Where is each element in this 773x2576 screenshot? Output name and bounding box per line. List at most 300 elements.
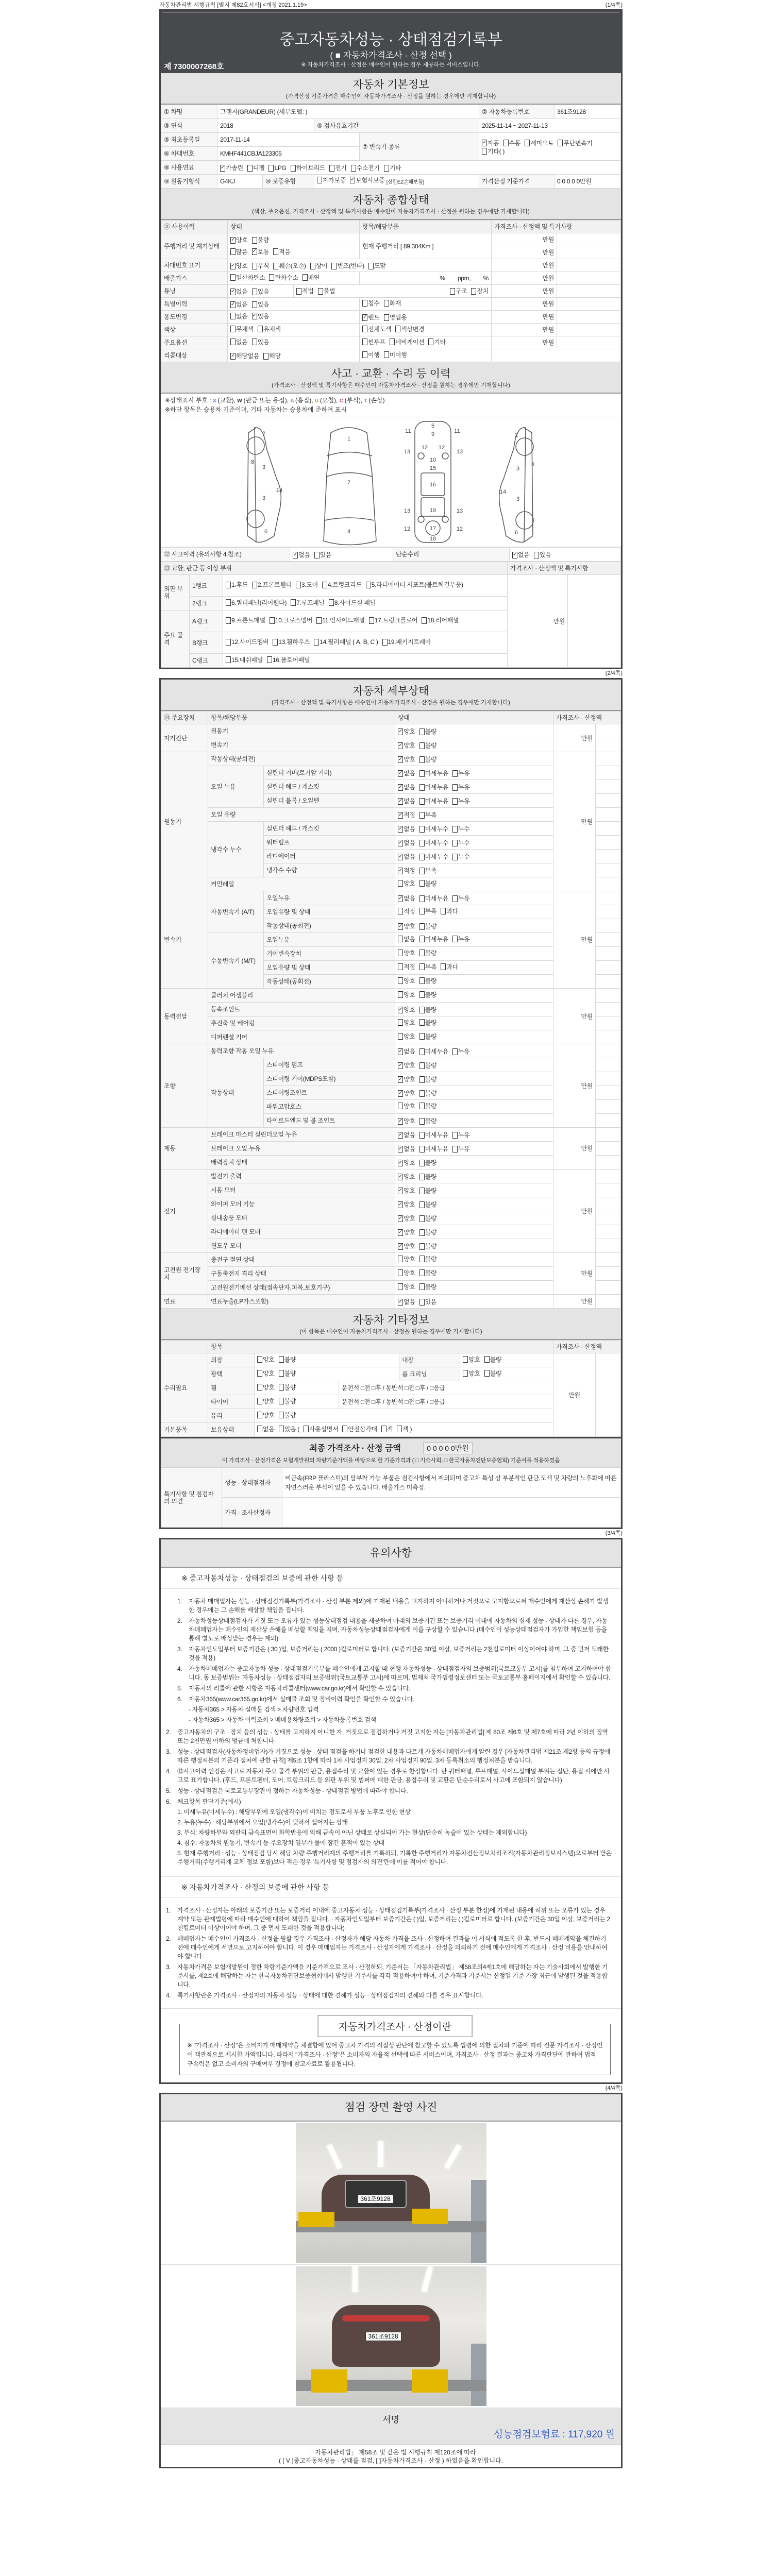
detail-state [395,822,553,836]
price-note [596,1044,621,1058]
state-options [398,1298,436,1306]
detail-state [395,836,553,850]
car-top-view-line [325,518,374,520]
checkbox-option [484,1370,502,1377]
empty-box-icon [503,140,509,146]
checkbox-label: 없음 [404,935,415,943]
car-rear [332,2305,440,2367]
checkbox-option [419,880,437,887]
price-note [596,766,621,780]
checkbox-option [428,338,446,346]
empty-box-icon [452,936,458,942]
checkbox-option [452,825,470,833]
checkbox-label: 9.프론트패널 [231,617,265,624]
checkbox-option [398,936,415,943]
checkbox-label: 누유 [458,895,470,903]
checkbox-label: 불량 [284,1411,296,1419]
checkbox-label: 양호 [404,1229,415,1236]
price-note [557,233,621,246]
note-text: 체크항목 판단기준(예시) 1. 미세누유(미세누수) : 해당부위에 오일(냉각수)이 비치는 정도로서 부품 노후로 인한 현상 2. 누유(누수) : 해당부위에서 오일(냉각수)이 맺혀서 떨어지는 상태 3. 부식: 차량하부와 외판의 금속표면이 화학반응에 의해 금속이 아닌 상태로 상실되어 가는 현상(단순히 녹슬어 있는 상태는 제외합니다) 4. 침수: 자동차의 원동기, 변속기 등 주요장치 일부가 물에 잠긴 흔적이 있는 상태 5. 현재 주행거리 : 성능 · 상태점검 당시 해당 차량 주행거리계의 주행거리를 기록하되, 기록한 주행거리가 자동차전산정보처리조직(자동차관리정보시스템)으로부터 받은 주행거리(주행거리계 교체 정보 포함)보다 적은 경우 '특기사항 및 점검자의 의견'란에 이를 적어야 합니다. [177,1798,612,1866]
checkbox-label: 양호 [404,1255,415,1263]
price-unit: 만원 [492,311,557,324]
checkbox-option [398,728,415,735]
empty-box-icon [279,1370,284,1377]
checkbox-option [419,1131,448,1139]
checkbox-option [350,177,384,184]
checkbox-label: 미세누유 [425,935,448,943]
checkbox-option [257,1426,275,1433]
checkbox-option [398,784,415,791]
detail-state [395,919,553,933]
price-note [596,1225,621,1239]
mileage-level-options [230,248,291,256]
checkbox-option [230,288,248,295]
car-top-view-line [327,473,372,477]
accident-history-options [293,551,331,558]
empty-box-icon [452,798,458,805]
state-options [398,880,436,887]
glass [255,1409,553,1423]
state-options [398,977,436,985]
parts-table [161,562,621,668]
interior [460,1353,553,1367]
checkbox-option [398,1187,415,1194]
empty-box-icon [419,936,425,942]
empty-box-icon [398,1283,403,1290]
note-text: 가격조사 · 산정자는 아래의 보증기간 또는 보증거리 이내에 중고자동차 성능 · 상태점검기록부(가격조사 · 산정 부분 한정)에 기재된 내용에 허위 또는 오류가 있는 경우 계약 또는 관계법령에 따라 매수인에 대하여 책임을 집니다. · 자동차인도일부터 보증기간은 ( )일, 보증거리는 ( )킬로미터로 합니다. (보증기간은 30일 이상, 보증거리는 2천킬로미터 이상이어야 하며, 그 중 먼저 도래한 것을 적용합니다) [177,1907,610,1931]
checkbox-label: 색상변경 [401,325,425,333]
car-part-diagram [161,417,621,547]
checkbox-option [351,164,380,172]
checkbox-option [263,352,281,360]
price-note [596,1281,621,1295]
part-number-label: 17 [429,526,436,532]
empty-box-icon [230,248,236,255]
empty-box-icon [362,351,367,358]
empty-box-icon [279,1426,284,1432]
detail-row [161,1003,621,1016]
checked-box-icon: ✓ [482,140,487,146]
empty-box-icon [314,552,320,558]
empty-box-icon [269,274,274,281]
empty-box-icon [419,1007,425,1013]
interior-label: 내장 [399,1353,460,1367]
checkbox-option [484,1356,502,1363]
note-text: 자동차 매매업자는 성능 · 상태점검기록부(가격조사 · 산정 부분 제외)에 기재된 내용을 고지하지 아니하거나 거짓으로 고지함으로써 매수인에게 재산상 손해가 발생한 경우에는 그 손해를 배상할 책임을 집니다. [189,1598,609,1614]
special-history [228,298,360,311]
empty-box-icon [331,263,337,269]
tuning-legal-options [296,287,335,295]
color-item-options [362,326,424,333]
checkbox-label: 적정 [404,907,415,915]
checkbox-label: 미세누유 [425,895,448,903]
checkbox-label: 불량 [425,1187,437,1195]
checkbox-option [362,300,380,307]
state-options [398,1033,436,1040]
signature-band [161,2408,621,2445]
part-number-label: 6 [264,529,268,535]
checkbox-label: 과다 [446,907,458,915]
title-banner [161,10,621,73]
mileage-label: 주행거리 및 계기상태 [161,233,228,259]
empty-box-icon [310,263,315,269]
simple-repair [510,548,621,562]
price-note [596,1197,621,1211]
detail-item: 파워고압호스 [264,1100,395,1114]
checkbox-option [257,1370,275,1377]
price-note [596,1142,621,1156]
price-unit: 만원 [553,1044,596,1128]
empty-box-icon [419,770,425,777]
price-note [596,1183,621,1197]
checkbox-label: 없음 [404,853,415,861]
part-number-label: 12 [421,445,428,451]
checked-box-icon: ✓ [398,1215,403,1221]
price-note [568,575,621,668]
part-options [226,599,376,606]
detail-item: 라디에이터 팬 모터 [208,1225,395,1239]
checked-box-icon: ✓ [398,1090,403,1096]
price-unit: 만원 [492,272,557,285]
checkbox-option [452,1145,470,1153]
detail-item: 라디에이터 [264,850,395,863]
checkbox-option [329,599,376,606]
note-number: 1. [166,1907,171,1914]
checkbox-option [398,1048,415,1055]
price-unit: 만원 [553,1353,596,1437]
empty-box-icon [257,1370,262,1377]
form-header [159,0,623,9]
checkbox-option [362,314,380,321]
checkbox-option [230,301,248,308]
checkbox-option [419,798,448,805]
state-options [398,1048,469,1055]
part-number-label: 13 [456,449,463,455]
detail-item: 오일유량 및 상태 [264,905,395,919]
detail-item: 오일 유량 [208,808,395,822]
checkbox-option [398,1019,415,1026]
checkbox-option [230,326,254,333]
price-note [596,1267,621,1281]
note-item [166,1728,612,1745]
checkbox-option [398,1229,415,1236]
price-note [596,975,621,989]
col-price: 가격조사 · 산정액 [553,1341,621,1353]
room-cleaning-options [463,1370,501,1377]
checkbox-label: 있음 [539,551,551,559]
checkbox-option [257,1384,275,1391]
checkbox-label: 침수 [368,299,380,307]
col-item: 항목/해당부품 [208,711,395,724]
checkbox-label: 구조 [455,287,467,295]
checkbox-label: 양호 [404,923,415,930]
detail-state [395,1100,553,1114]
price-note [557,285,621,298]
checkbox-label: 없음 [404,770,415,777]
checkbox-label: 없음 [263,1425,275,1433]
empty-box-icon [484,1370,490,1377]
checked-box-icon: ✓ [513,551,517,557]
checkbox-label: 양호 [404,1076,415,1083]
empty-box-icon [419,1090,425,1097]
note-number: 3. [177,1646,182,1653]
checkbox-option [279,1398,296,1405]
empty-box-icon [450,288,455,295]
checked-box-icon: ✓ [398,825,403,832]
notes-section-1 [161,1589,621,1876]
special-history-options [230,301,269,308]
checkbox-option [279,1370,296,1377]
checkbox-label: 적정 [404,811,415,819]
empty-box-icon [419,826,425,833]
checkbox-label: 없음 [404,895,415,903]
checked-box-icon: ✓ [350,177,355,183]
checkbox-label: 양호 [404,879,415,887]
main-options [230,338,269,346]
checkbox-label: 부족 [425,963,437,971]
state-options [398,1201,436,1208]
checkbox-label: 없음 [404,1131,415,1139]
col-price: 가격조사 · 산정액 [553,711,621,724]
note-item [177,1617,612,1643]
checkbox-label: 불량 [284,1369,296,1377]
section-subtitle: (이 항목은 매수인이 자동차가격조사 · 산정을 원하는 경우에만 기재합니다) [299,1329,482,1335]
empty-box-icon [267,656,272,663]
checkbox-option [362,326,391,333]
detail-state [395,1044,553,1058]
checkbox-option [398,1131,415,1139]
detail-item: 동력조향 작동 오일 누유 [208,1044,395,1058]
empty-box-icon [268,165,274,172]
state-options [398,923,436,930]
empty-box-icon [398,963,403,970]
detail-state [395,808,553,822]
empty-box-icon [279,1356,284,1363]
checkbox-label: 13.휠하우스 [278,638,310,646]
checkbox-option [419,1269,437,1277]
state-options [398,867,436,874]
part-number-label: 8 [531,462,535,468]
detail-state [395,1058,553,1072]
checkbox-option [441,908,458,915]
checkbox-label: 없음 [404,1048,415,1056]
price-unit: 만원 [553,1128,596,1170]
state-options [398,908,458,915]
state-options [398,1187,436,1194]
state-options [398,853,469,860]
recall-items [360,349,492,362]
checkbox-label: LPG [274,164,287,172]
transmission-cell [479,133,621,161]
note-number: 6. [177,1696,182,1703]
state-options [398,770,469,777]
detail-row [161,1044,621,1058]
detail-state [395,947,553,961]
detail-item: 작동상태(공회전) [264,975,395,989]
inspection-photo-front [161,2122,621,2265]
checkbox-label: 영업용 [389,314,407,321]
note-item [166,1935,612,1961]
empty-box-icon [291,599,296,606]
part-number-label: 13 [404,508,411,514]
empty-box-icon [525,140,530,146]
checkbox-option [463,1356,480,1363]
detail-subgroup: 수동변속기 (M/T) [208,933,264,989]
gloss-options [257,1370,296,1377]
detail-header [161,680,621,711]
checkbox-label: 양호 [236,236,248,244]
part-number-label: 6 [514,530,518,536]
note-number: 4. [166,1992,171,1999]
empty-box-icon [419,1188,425,1194]
page-1 [159,9,623,669]
note-text: 자동차성능상태점검자가 거짓 또는 오류가 있는 성능상태점검 내용을 제공하여 아래의 보증기간 또는 보증거리 이내에 자동차의 실제 성능 · 상태가 다른 경우, 자동차매매업자는 매수인의 재산상 손해를 배상할 책임을 지며, 자동차성능상태점검자에게 이를 구상할 수 있습니다.(매수인이 성능상태점검자가 가입한 책임보험 등을 통해 별도로 배상받는 경우는 제외) [189,1617,608,1642]
state-options [398,839,469,846]
detail-state [395,1170,553,1183]
empty-box-icon [398,1269,403,1276]
checkbox-option [419,1033,437,1040]
legend-code: X (교환), [212,397,238,404]
empty-box-icon [419,1118,425,1125]
valid-period-label: ④ 검사유효기간 [314,119,479,133]
checked-box-icon: ✓ [398,1048,403,1054]
checkbox-option [398,1269,415,1277]
confirmation-line-1: 「「자동차관리법」 제58조 및 같은 법 시행규칙 제120조에 따라 [306,2449,476,2456]
checkbox-option [452,853,470,860]
mileage-state [228,233,360,246]
checkbox-label: 유채색 [263,325,281,333]
checkbox-label: 미세누유 [425,784,448,791]
notes-section-2-heading: ※ 자동차가격조사 · 산정의 보증에 관한 사항 등 [161,1876,621,1898]
glass-label: 유리 [208,1409,255,1423]
checkbox-option [291,599,325,606]
checked-box-icon: ✓ [398,742,403,748]
detail-row [161,822,621,836]
checkbox-option [252,313,270,320]
empty-box-icon [452,1048,458,1055]
checkbox-option [293,551,310,558]
detail-state [395,780,553,794]
checkbox-option [419,839,448,846]
price-unit: 만원 [492,336,557,349]
empty-box-icon [452,854,458,860]
detail-row [161,1267,621,1281]
checkbox-label: 14.필러패널 ( A, B, C ) [320,638,378,646]
checkbox-label: 양호 [404,1062,415,1070]
empty-box-icon [428,338,433,345]
checkbox-option [398,1243,415,1250]
checkbox-label: 양호 [404,1032,415,1040]
checkbox-option [273,248,291,256]
empty-box-icon [252,301,257,308]
state-options [398,1243,436,1250]
empty-box-icon [419,1243,425,1250]
legend-code: W (판금 또는 용접), [237,397,291,404]
option-item-list [362,338,446,346]
checkbox-label: 불량 [284,1383,296,1391]
note-text: 자동차가격은 보험개발원이 정한 차량기준가액을 기준가격으로 조사 · 산정하되, 기준서는 「자동차관리법」 제58조의4제1호에 해당하는 자는 기술사회에서 발행한 기준서를, 제2호에 해당하는 자는 한국자동차진단보증협회에서 발행한 기준서를 각각 적용하여야 하며, 기준가격과 기준서는 산정일 기준 가장 최근에 발행된 것을 적용합니다. [177,1963,608,1988]
checkbox-label: 누유 [458,935,470,943]
device-group: 조향 [161,1044,208,1128]
notes-header [161,1539,621,1568]
note-number: 3. [166,1748,171,1755]
detail-subgroup: 냉각수 누수 [208,822,264,877]
empty-box-icon [398,1103,403,1109]
checkbox-label: 15.대쉬패널 [231,656,263,664]
checkbox-option [512,551,530,558]
state-options [398,1215,436,1222]
state-options [398,950,436,957]
empty-box-icon [419,1229,425,1236]
checked-box-icon: ✓ [231,352,236,359]
checkbox-option [390,338,424,346]
checkbox-label: 상이 [315,262,328,270]
checkbox-option [398,839,415,846]
col-state: 상태 [395,711,553,724]
checkbox-option [226,656,263,664]
rank-parts [223,632,508,654]
checkbox-label: 누유 [458,1048,470,1056]
gloss [255,1367,399,1381]
empty-box-icon [419,784,425,791]
checkbox-option [342,1426,377,1433]
appraiser-label: 가격 · 조사산정자 [222,1498,282,1528]
empty-box-icon [419,812,425,819]
checkbox-label: 16.플로어패널 [272,656,310,664]
checkbox-label: 불량 [425,1102,437,1110]
checked-box-icon: ✓ [398,867,403,873]
col-item: 항목/해당부품 [360,221,492,233]
empty-box-icon [384,165,389,172]
detail-state [395,1142,553,1156]
checkbox-option [398,895,415,902]
empty-box-icon [452,826,458,833]
note-subline: 3. 부식: 차량하부와 외판의 금속표면이 화학반응에 의해 금속이 아닌 상태로 상실되어 가는 현상(단순히 녹슬어 있는 상태는 제외합니다) [177,1829,527,1836]
checkbox-option [452,784,470,791]
note-subline: - 자동차365 > 자동차 실매물 검색 > 차량번호 입력 [189,1706,319,1713]
empty-box-icon [270,617,275,624]
empty-box-icon [419,991,425,998]
detail-item: 오일유량 및 상태 [264,961,395,975]
price-unit: 만원 [492,298,557,311]
empty-box-icon [273,248,278,255]
warranty-options [317,177,385,184]
detail-row [161,1016,621,1030]
empty-box-icon [419,1299,425,1306]
checkbox-label: 양호 [404,1243,415,1250]
part-number-label: 9 [431,431,435,437]
part-number-label: 12 [404,526,411,532]
inspector-opinion: 비금속(FRP 플라스틱)의 탈부착 가능 부품은 점검사항에서 제외되며 중고차 특성 상 부분적인 판금,도색 및 차량의 노후화에 따른 자연스러운 부식이 있을 수 있습니다. 배출가스 미측정. [282,1468,621,1498]
empty-box-icon [441,908,446,914]
tuning-label: 튜닝 [161,285,228,298]
checkbox-option [452,895,470,902]
checkbox-option [398,1298,415,1306]
checkbox-option [258,326,281,333]
empty-box-icon [226,617,231,624]
checkbox-option [452,936,470,943]
part-number-label: 12 [438,445,445,451]
checked-box-icon: ✓ [363,314,367,320]
checkbox-option [257,1412,275,1419]
vin-mark-options [230,262,386,269]
rank-parts [223,654,508,668]
detail-subgroup: 오일 누유 [208,766,264,808]
empty-box-icon [384,314,389,321]
checkbox-option [268,164,286,172]
price-note [596,863,621,877]
checkbox-option [368,262,386,269]
